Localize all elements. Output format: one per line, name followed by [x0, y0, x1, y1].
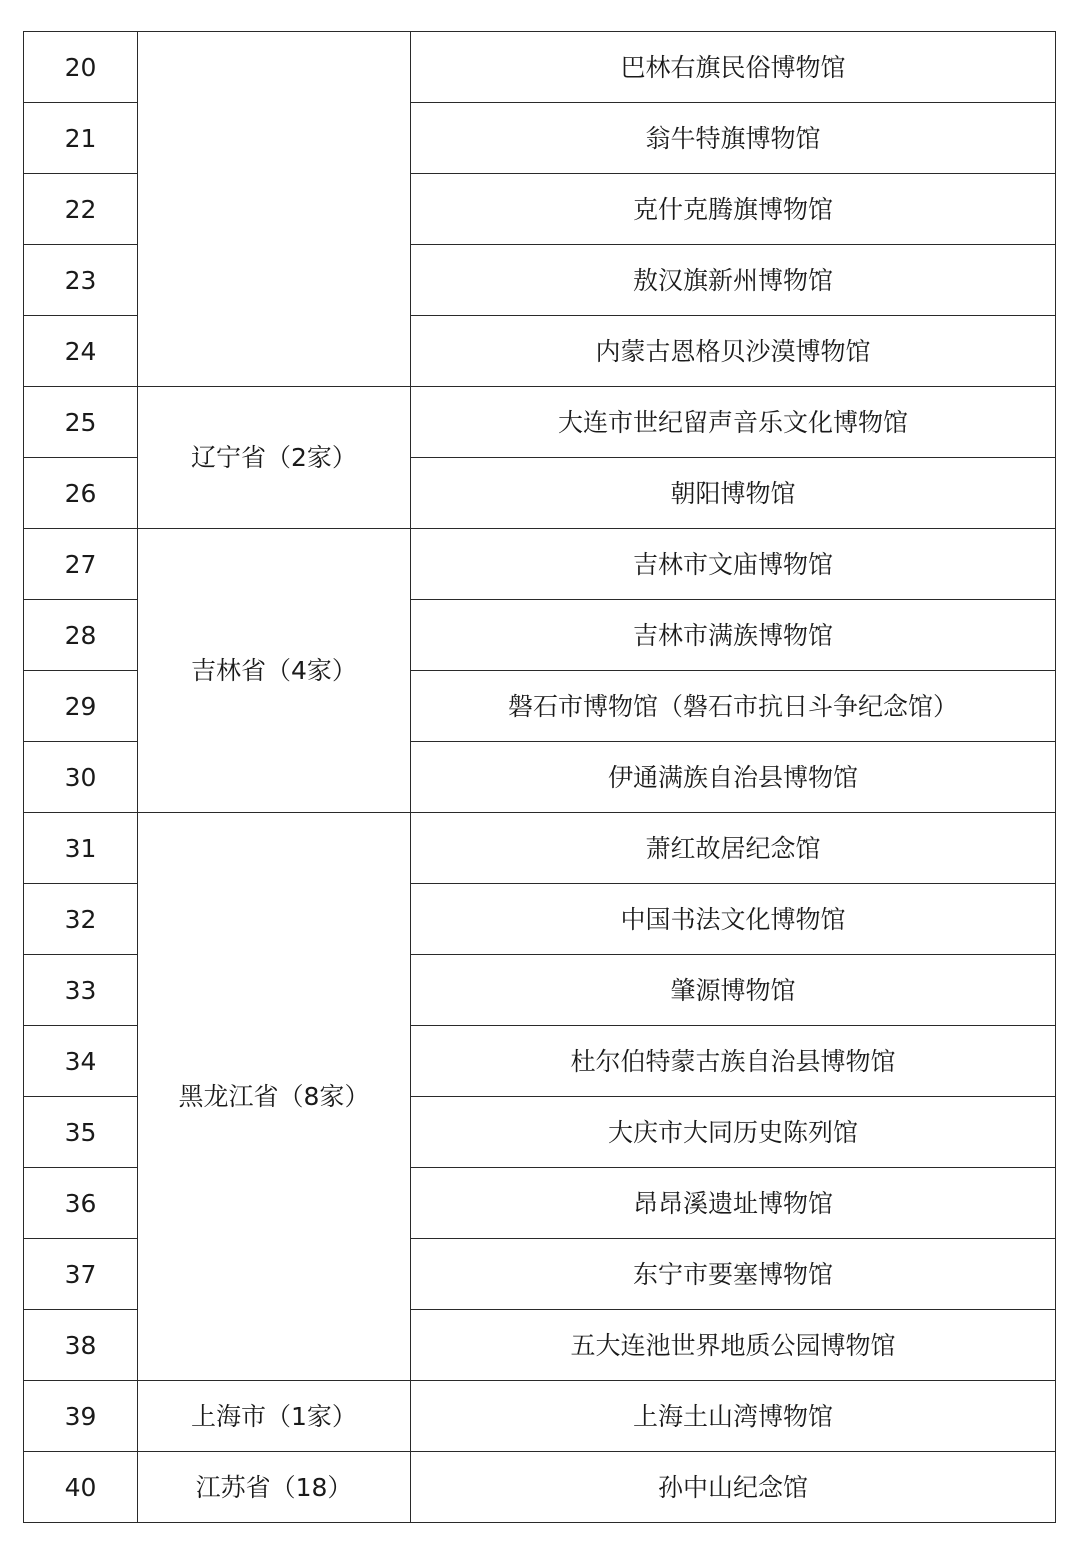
row-number: 36	[24, 1168, 138, 1239]
row-number: 40	[24, 1452, 138, 1523]
museum-name: 吉林市文庙博物馆	[411, 529, 1056, 600]
row-number: 39	[24, 1381, 138, 1452]
row-number: 34	[24, 1026, 138, 1097]
museum-name: 东宁市要塞博物馆	[411, 1239, 1056, 1310]
row-number: 32	[24, 884, 138, 955]
row-number: 25	[24, 387, 138, 458]
row-number: 38	[24, 1310, 138, 1381]
row-number: 27	[24, 529, 138, 600]
museum-name: 内蒙古恩格贝沙漠博物馆	[411, 316, 1056, 387]
museum-table-body	[24, 32, 1056, 1523]
province-cell: 江苏省（18）	[138, 1452, 411, 1523]
museum-name: 孙中山纪念馆	[411, 1452, 1056, 1523]
row-number: 31	[24, 813, 138, 884]
museum-name: 伊通满族自治县博物馆	[411, 742, 1056, 813]
museum-name: 大庆市大同历史陈列馆	[411, 1097, 1056, 1168]
museum-name: 五大连池世界地质公园博物馆	[411, 1310, 1056, 1381]
table-row	[24, 387, 1056, 458]
museum-name: 朝阳博物馆	[411, 458, 1056, 529]
row-number: 37	[24, 1239, 138, 1310]
museum-name: 中国书法文化博物馆	[411, 884, 1056, 955]
museum-list-sheet	[23, 31, 1055, 1523]
row-number: 20	[24, 32, 138, 103]
museum-name: 磐石市博物馆（磐石市抗日斗争纪念馆）	[411, 671, 1056, 742]
museum-name: 敖汉旗新州博物馆	[411, 245, 1056, 316]
museum-name: 巴林右旗民俗博物馆	[411, 32, 1056, 103]
province-cell: 黑龙江省（8家）	[138, 813, 411, 1381]
table-row	[24, 1381, 1056, 1452]
museum-name: 肇源博物馆	[411, 955, 1056, 1026]
row-number: 35	[24, 1097, 138, 1168]
table-row	[24, 32, 1056, 103]
museum-name: 克什克腾旗博物馆	[411, 174, 1056, 245]
row-number: 24	[24, 316, 138, 387]
museum-name: 大连市世纪留声音乐文化博物馆	[411, 387, 1056, 458]
museum-table	[23, 31, 1056, 1523]
province-cell: 上海市（1家）	[138, 1381, 411, 1452]
table-row	[24, 529, 1056, 600]
museum-name: 杜尔伯特蒙古族自治县博物馆	[411, 1026, 1056, 1097]
province-cell: 吉林省（4家）	[138, 529, 411, 813]
museum-name: 翁牛特旗博物馆	[411, 103, 1056, 174]
table-row	[24, 1452, 1056, 1523]
row-number: 33	[24, 955, 138, 1026]
row-number: 22	[24, 174, 138, 245]
museum-name: 萧红故居纪念馆	[411, 813, 1056, 884]
museum-name: 吉林市满族博物馆	[411, 600, 1056, 671]
row-number: 30	[24, 742, 138, 813]
table-row	[24, 813, 1056, 884]
museum-name: 上海土山湾博物馆	[411, 1381, 1056, 1452]
museum-name: 昂昂溪遗址博物馆	[411, 1168, 1056, 1239]
row-number: 23	[24, 245, 138, 316]
row-number: 26	[24, 458, 138, 529]
row-number: 28	[24, 600, 138, 671]
province-cell	[138, 32, 411, 387]
row-number: 21	[24, 103, 138, 174]
row-number: 29	[24, 671, 138, 742]
province-cell: 辽宁省（2家）	[138, 387, 411, 529]
